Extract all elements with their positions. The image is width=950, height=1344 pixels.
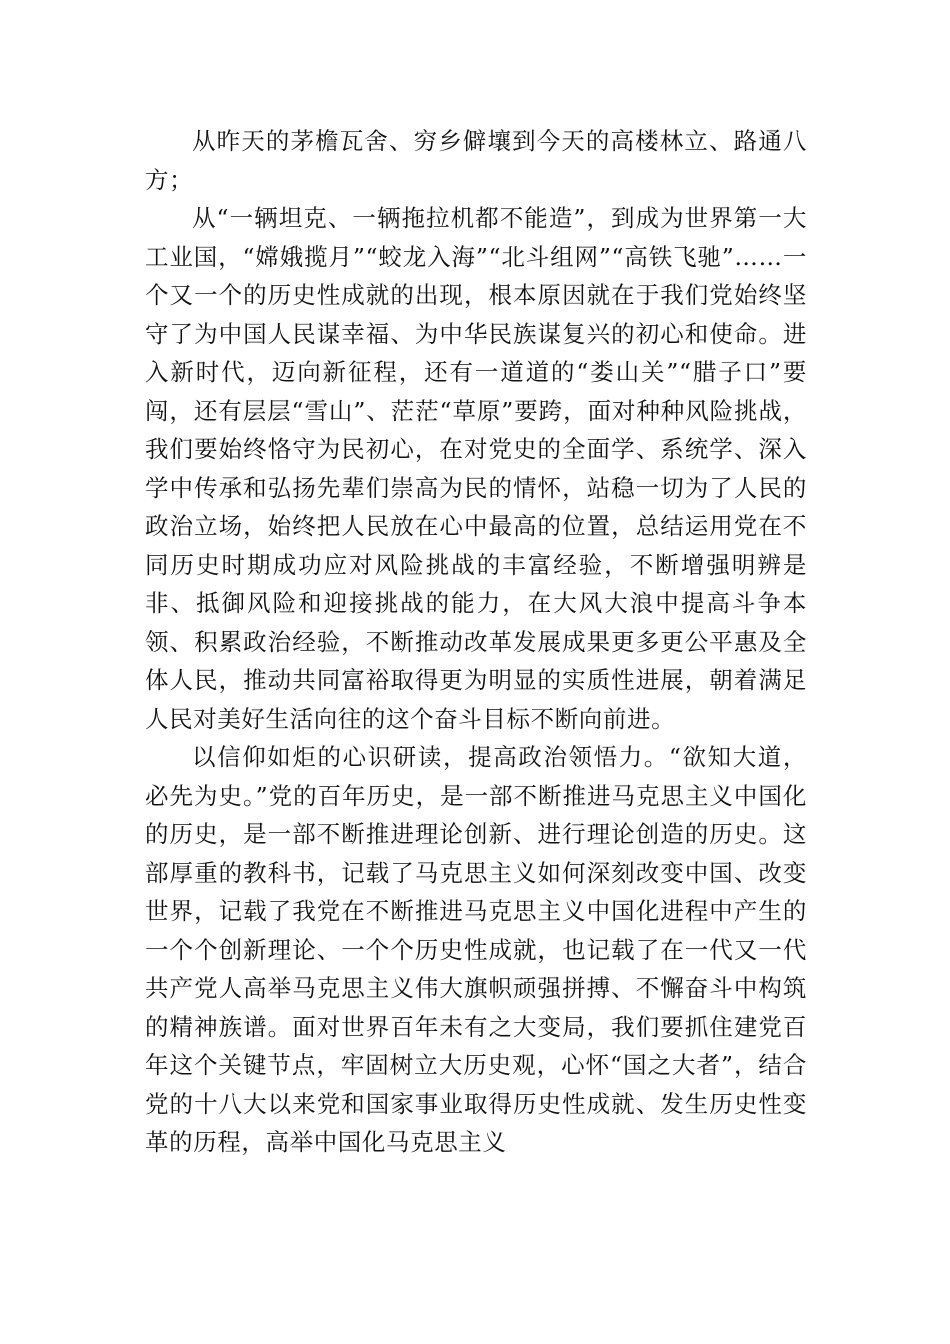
paragraph-1: 从昨天的茅檐瓦舍、穷乡僻壤到今天的高楼林立、路通八方； [145,127,807,194]
paragraph-2: 从“一辆坦克、一辆拖拉机都不能造”，到成为世界第一大工业国，“嫦娥揽月”“蛟龙入海”“北斗组网”“高铁飞驰”……一个又一个的历史性成就的出现，根本原因就在于我们党始终坚守了为中国人民谋幸福、为中华民族谋复兴的初心和使命。进入新时代，迈向新征程，还有一道道的“娄山关”“腊子口”要闯，还有层层“雪山”、茫茫“草原”要跨，面对种种风险挑战，我们要始终恪守为民初心，在对党史的全面学、系统学、深入学中传承和弘扬先辈们崇高为民的情怀，站稳一切为了人民的政治立场，始终把人民放在心中最高的位置，总结运用党在不同历史时期成功应对风险挑战的丰富经验，不断增强明辨是非、抵御风险和迎接挑战的能力，在大风大浪中提高斗争本领、积累政治经验，不断推动改革发展成果更多更公平惠及全体人民，推动共同富裕取得更为明显的实质性进展，朝着满足人民对美好生活向往的这个奋斗目标不断向前进。 [145,204,807,733]
document-body [145,122,807,1162]
paragraph-3: 以信仰如炬的心识研读，提高政治领悟力。“欲知大道，必先为史。”党的百年历史，是一部不断推进马克思主义中国化的历史，是一部不断推进理论创新、进行理论创造的历史。这部厚重的教科书，记载了马克思主义如何深刻改变中国、改变世界，记载了我党在不断推进马克思主义中国化进程中产生的一个个创新理论、一个个历史性成就，也记载了在一代又一代共产党人高举马克思主义伟大旗帜顽强拼搏、不懈奋斗中构筑的精神族谱。面对世界百年未有之大变局，我们要抓住建党百年这个关键节点，牢固树立大历史观，心怀“国之大者”，结合党的十八大以来党和国家事业取得历史性成就、发生历史性变革的历程，高举中国化马克思主义 [145,743,807,1156]
